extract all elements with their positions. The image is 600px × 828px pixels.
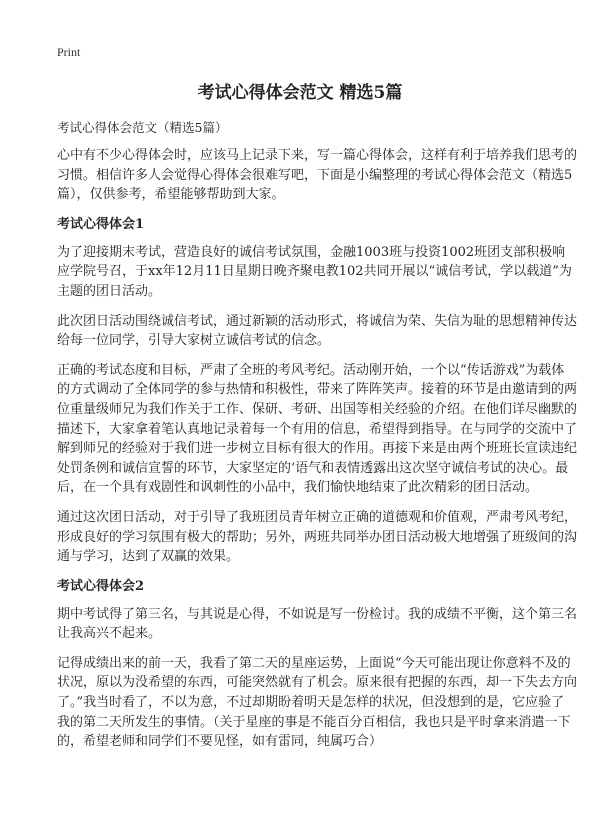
section-heading: 考试心得体会2 bbox=[57, 578, 145, 594]
article-body bbox=[57, 118, 577, 762]
section-paragraph: 期中考试得了第三名，与其说是心得，不如说是写一份检讨。我的成绩不平衡，这个第三名让我高兴不起来。 bbox=[57, 606, 578, 642]
section-paragraph: 通过这次团日活动，对于引导了我班团员青年树立正确的道德观和价值观，严肃考风考纪，形成良好的学习氛围有极大的帮助；另外，两班共同举办团日活动极大地增强了班级间的沟通与学习，达到了双赢的效果。 bbox=[57, 509, 578, 565]
article-subtitle: 考试心得体会范文（精选5篇） bbox=[57, 120, 228, 135]
print-link[interactable]: Print bbox=[57, 45, 81, 59]
section-paragraph: 记得成绩出来的前一天，我看了第二天的星座运势，上面说“今天可能出现让你意料不及的状况，原以为没希望的东西，可能突然就有了机会。原来很有把握的东西，却一下失去方向了。”我当时看了，不以为意，不过却期盼着明天是怎样的状况，但没想到的是，它应验了我的第二天所发生的事情。（关于星座的事是不能百分百相信，我也只是平时拿来消遣一下的，希望老师和同学们不要见怪，如有雷同，纯属巧合） bbox=[57, 655, 578, 750]
section-paragraph: 为了迎接期末考试，营造良好的诚信考试氛围，金融1003班与投资1002班团支部积极响应学院号召，于xx年12月11日星期日晚齐聚电教102共同开展以“诚信考试，学以载道”为主题的团日活动。 bbox=[57, 244, 572, 299]
section-paragraph: 正确的考试态度和目标，严肃了全班的考风考纪。活动刚开始，一个以“传话游戏”为载体的方式调动了全体同学的参与热情和积极性，带来了阵阵笑声。接着的环节是由邀请到的两位重量级师兄为我们作关于工作、保研、考研、出国等相关经验的介绍。在他们详尽幽默的描述下，大家拿着笔认真地记录着每一个有用的信息，希望得到指导。在与同学的交流中了解到师兄的经验对于我们进一步树立目标有很大的作用。再接下来是由两个班班长宣读违纪处罚条例和诚信宣誓的环节，大家坚定的‘语气和表情透露出这次坚守诚信考试的决心。最后，在一个具有戏剧性和讽刺性的小品中，我们愉快地结束了此次精彩的团日活动。 bbox=[57, 362, 578, 496]
section-paragraph: 此次团日活动围绕诚信考试，通过新颖的活动形式，将诚信为荣、失信为耻的思想精神传达给每一位同学，引导大家树立诚信考试的信念。 bbox=[57, 313, 578, 349]
section-heading: 考试心得体会1 bbox=[57, 216, 145, 232]
document-title: 考试心得体会范文 精选5篇 bbox=[197, 83, 403, 103]
intro-paragraph: 心中有不少心得体会时，应该马上记录下来，写一篇心得体会，这样有利于培养我们思考的习惯。相信许多人会觉得心得体会很难写吧，下面是小编整理的考试心得体会范文（精选5篇），仅供参考，希望能够帮助到大家。 bbox=[57, 148, 578, 203]
